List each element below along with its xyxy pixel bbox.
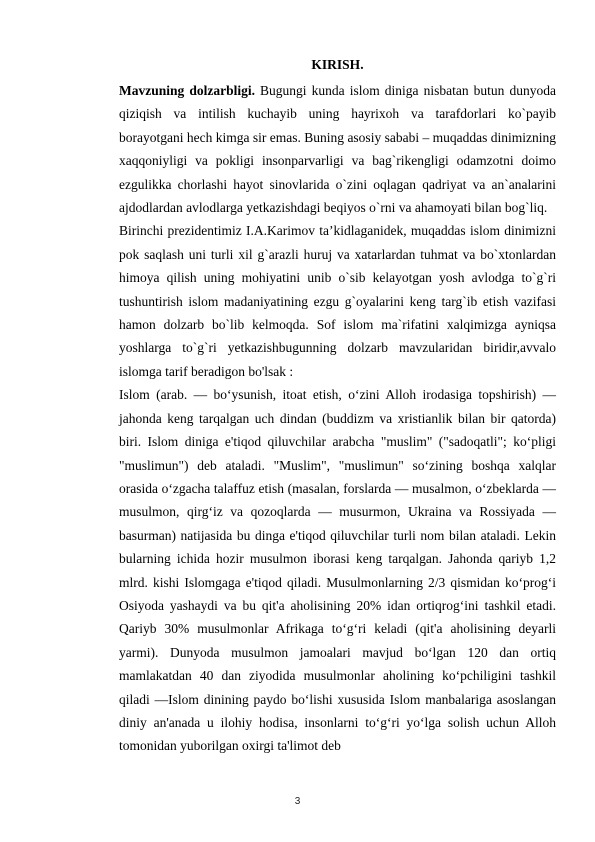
paragraph-text: Birinchi prezidentimiz I.A.Karimov ta’kidlaganidek, muqaddas islom dinimizni pok saqlash uni turli xil g`arazli huruj va xatarlardan tuhmat va bo`xtonlardan himoya qilish uning mohiyatini unib o`sib kelayotgan yosh avlodga to`g`ri tushuntirish islom madaniyatining ezgu g`oyalarini keng targ`ib etish vazifasi hamon dolzarb bo`lib kelmoqda. Sof islom ma`rifatini xalqimizga ayniqsa yoshlarga to`g`ri yetkazishbugunning dolzarb mavzularidan biridir,avvalo islomga tarif beradigon bo'lsak : bbox=[119, 223, 556, 379]
paragraph-relevance bbox=[119, 79, 556, 219]
paragraph-karimov bbox=[119, 219, 556, 383]
paragraph-islam-definition bbox=[119, 383, 556, 758]
page-content bbox=[119, 53, 556, 758]
paragraph-lead: Mavzuning dolzarbligi. bbox=[119, 83, 255, 98]
paragraph-text: Islom (arab. — bo‘ysunish, itoat etish, o‘zini Alloh irodasiga topshirish) — jahonda keng tarqalgan uch dindan (buddizm va xristianlik bilan bir qatorda) biri. Islom diniga e'tiqod qiluvchilar arabcha "muslim" ("sadoqatli"; ko‘pligi "muslimun") deb ataladi. "Muslim", "muslimun" so‘zining boshqa xalqlar orasida o‘zgacha talaffuz etish (masalan, forslarda — musalmon, o‘zbeklarda — musulmon, qirg‘iz va qozoqlarda — musurmon, Ukraina va Rossiyada — basurman) natijasida bu dinga e'tiqod qiluvchilar turli nom bilan ataladi. Lekin bularning ichida hozir musulmon iborasi keng tarqalgan. Jahonda qariyb 1,2 mlrd. kishi Islomgaga e'tiqod qiladi. Musulmonlarning 2/3 qismidan ko‘prog‘i Osiyoda yashaydi va bu qit'a aholisining 20% idan ortiqrog‘ini tashkil etadi. Qariyb 30% musulmonlar Afrikaga to‘g‘ri keladi (qit'a aholisining deyarli yarmi). Dunyoda musulmon jamoalari mavjud bo‘lgan 120 dan ortiq mamlakatdan 40 dan ziyodida musulmonlar aholining ko‘pchiligini tashkil qiladi —Islom dinining paydo bo‘lishi xususida Islom manbalariga asoslangan diniy an'anada u ilohiy hodisa, insonlarni to‘g‘ri yo‘lga solish uchun Alloh tomonidan yuborilgan oxirgi ta'limot deb bbox=[119, 387, 556, 754]
page-title: KIRISH. bbox=[311, 57, 364, 72]
paragraph-text: Bugungi kunda islom diniga nisbatan butun dunyoda qiziqish va intilish kuchayib uning hayrixoh va tarafdorlari ko`payib borayotgani hech kimga sir emas. Buning asosiy sababi – muqaddas dinimizning xaqqoniyligi va pokligi insonparvarligi va bag`rikengligi odamzotni doimo ezgulikka chorlashi hayot sinovlarida o`zini oqlagan qadriyat va an`analarini ajdodlardan avlodlarga yetkazishdagi beqiyos o`rni va ahamoyati bilan bog`liq. bbox=[119, 83, 556, 216]
page-number: 3 bbox=[294, 796, 301, 807]
